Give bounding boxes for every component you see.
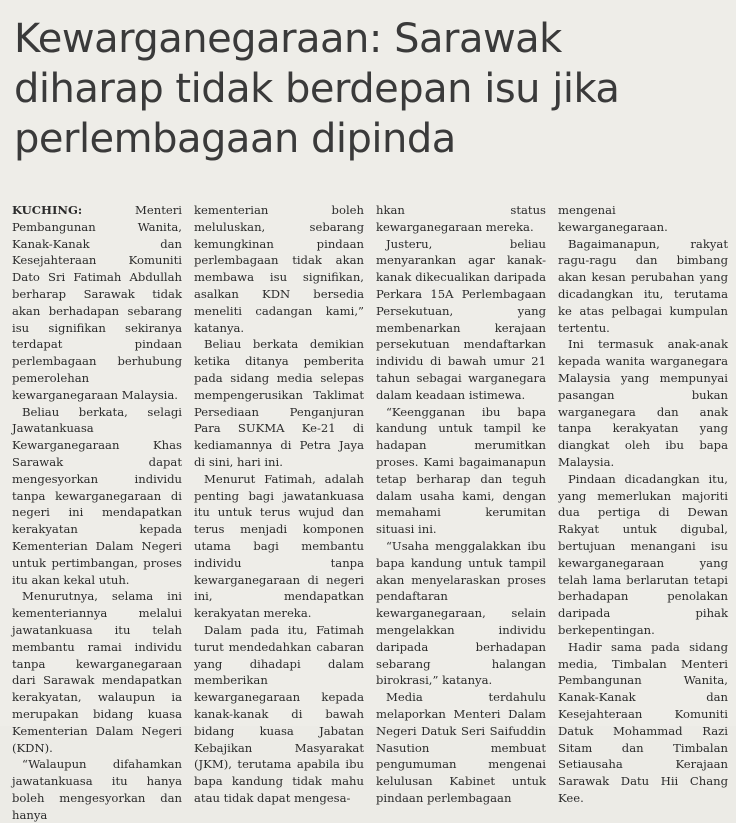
paragraph: Beliau berkata demikian ketika ditanya pemberita pada sidang media selepas mempengerusikan Taklimat Persediaan Penganjuran Para SUKMA Ke-21 di kediamannya di Petra Jaya di sini, hari ini. [194, 337, 364, 469]
dateline: KUCHING: [12, 203, 83, 217]
paragraph: “Usaha menggalakkan ibu bapa kandung untuk tampil akan menyelaraskan proses pendaftaran kewarganegaraan, selain mengelakkan individu daripada berhadapan sebarang halangan birokrasi,” katanya. [376, 538, 546, 688]
paragraph: Menurut Fatimah, adalah penting bagi jawatankuasa itu untuk terus wujud dan terus menjadi komponen utama bagi membantu individu tanpa kewarganegaraan di negeri ini, mendapatkan kerakyatan mereka. [194, 471, 364, 621]
headline: Kewarganegaraan: Sarawak diharap tidak berdepan isu jika perlembagaan dipinda [14, 16, 620, 162]
paragraph [12, 202, 182, 404]
paragraph: Menurutnya, selama ini kementeriannya melalui jawatankuasa itu telah membantu ramai individu tanpa kewarganegaraan dari Sarawak mendapatkan kerakyatan, walaupun ia merupakan bidang kuasa Kementerian Dalam Negeri (KDN). [12, 589, 182, 755]
article-column-1 [12, 202, 182, 822]
paragraph: Pindaan dicadangkan itu, yang memerlukan majoriti dua pertiga di Dewan Rakyat untuk digubal, bertujuan menangani isu kewarganegaraan yang telah lama berlarutan tetapi berhadapan penolakan daripada pihak berkepentingan. [558, 471, 728, 637]
paragraph: Hadir sama pada sidang media, Timbalan Menteri Pembangunan Wanita, Kanak-Kanak dan Kesejahteraan Komuniti Datuk Mohammad Razi Sitam dan Timbalan Setiausaha Kerajaan Sarawak Datu Hii Chang Kee. [558, 639, 728, 805]
paragraph: Beliau berkata, selagi Jawatankuasa Kewarganegaraan Khas Sarawak dapat mengesyorkan individu tanpa kewarganegaraan di negeri ini mendapatkan kerakyatan kepada Kementerian Dalam Negeri untuk pertimbangan, proses itu akan kekal utuh. [12, 404, 182, 587]
paragraph: Bagaimanapun, rakyat ragu-ragu dan bimbang akan kesan perubahan yang dicadangkan itu, terutama ke atas pelbagai kumpulan tertentu. [558, 236, 728, 335]
paragraph: hkan status kewarganegaraan mereka. [376, 203, 546, 234]
paragraph: Justeru, beliau menyarankan agar kanak-kanak dikecualikan daripada Perkara 15A Perlembagaan Persekutuan, yang membenarkan kerajaan persekutuan mendaftarkan individu di bawah umur 21 tahun sebagai warganegara dalam keadaan istimewa. [376, 236, 546, 402]
paragraph: kementerian boleh meluluskan, sebarang kemungkinan pindaan perlembagaan tidak akan membawa isu signifikan, asalkan KDN bersedia meneliti cadangan kami,” katanya. [194, 203, 364, 335]
paragraph: Ini termasuk anak-anak kepada wanita warganegara Malaysia yang mempunyai pasangan bukan warganegara dan anak tanpa kerakyatan yang diangkat oleh ibu bapa Malaysia. [558, 337, 728, 469]
article-column-3 [376, 202, 546, 805]
article-column-4 [558, 202, 728, 805]
paragraph: “Keengganan ibu bapa kandung untuk tampil ke hadapan merumitkan proses. Kami bagaimanapun tetap berharap dan teguh dalam usaha kami, dengan memahami kerumitan situasi ini. [376, 404, 546, 537]
paragraph: Dalam pada itu, Fatimah turut mendedahkan cabaran yang dihadapi dalam memberikan kewarganegaraan kepada kanak-kanak di bawah bidang kuasa Jabatan Kebajikan Masyarakat (JKM), terutama apabila ibu bapa kandung tidak mahu atau tidak dapat mengesa- [194, 622, 364, 805]
paragraph: mengenai kewarganegaraan. [558, 203, 668, 234]
article-body [12, 202, 728, 822]
paragraph: Media terdahulu melaporkan Menteri Dalam Negeri Datuk Seri Saifuddin Nasution membuat pengumuman mengenai kelulusan Kabinet untuk pindaan perlembagaan [376, 690, 546, 805]
article-column-2 [194, 202, 364, 805]
paragraph-text: Menteri Pembangunan Wanita, Kanak-Kanak dan Kesejahteraan Komuniti Dato Sri Fatimah Abdullah berharap Sarawak tidak akan berhadapan sebarang isu signifikan sekiranya terdapat pindaan perlembagaan berhubung pemerolehan kewarganegaraan Malaysia. [12, 203, 182, 402]
paragraph: “Walaupun difahamkan jawatankuasa itu hanya boleh mengesyorkan dan hanya [12, 757, 182, 822]
